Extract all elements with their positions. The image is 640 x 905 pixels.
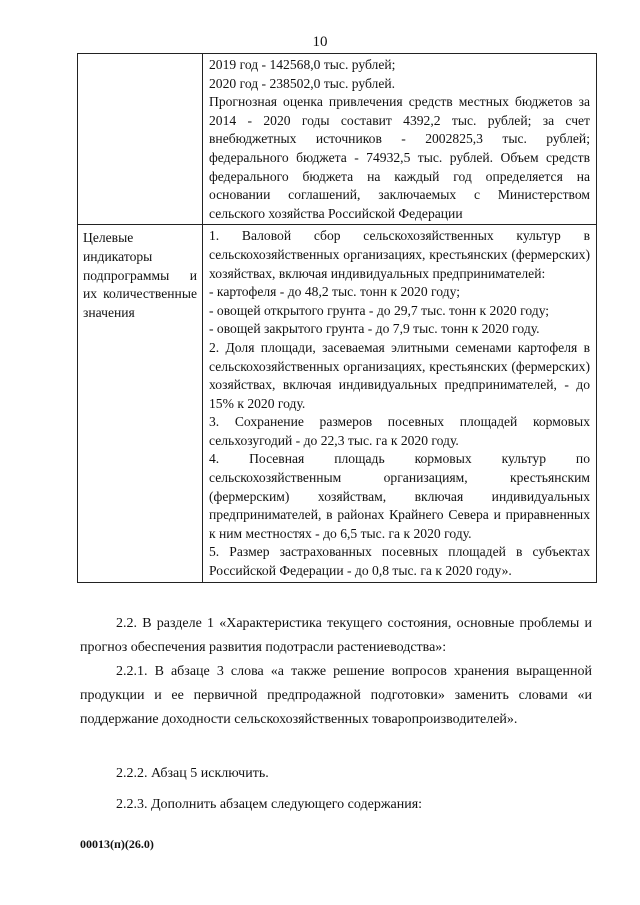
indicators-label: Целевые индикаторы подпрограммы и их количественные значения [83,230,197,320]
table-cell-empty-label [78,54,203,225]
funding-line: 2019 год - 142568,0 тыс. рублей; [209,57,396,72]
indicator-line: 5. Размер застрахованных посевных площадей в субъектах Российской Федерации - до 0,8 тыс. га к 2020 году». [209,544,590,579]
table-cell-funding-text [203,54,597,225]
indicator-line: - картофеля - до 48,2 тыс. тонн к 2020 году; [209,284,460,300]
table-row-funding [78,54,597,225]
table-cell-indicators-label [78,225,203,582]
document-code: 00013(п)(26.0) [80,837,154,851]
paragraph-2-2-2: 2.2.2. Абзац 5 исключить. [116,766,269,781]
indicator-line: - овощей открытого грунта - до 29,7 тыс. тонн к 2020 году; [209,302,550,318]
indicator-line: - овощей закрытого грунта - до 7,9 тыс. тонн к 2020 году. [209,321,540,337]
funding-line: Прогнозная оценка привлечения средств местных бюджетов за 2014 - 2020 годы составит 4392,2 тыс. рублей; за счет внебюджетных источников - 2002825,3 тыс. рублей; федерального бюджета - 74932,5 тыс. рублей. Объем средств федерального бюджета на каждый год определяется на основании соглашений, заключаемых с Министерством сельского хозяйства Российской Федерации [209,94,590,221]
funding-line: 2020 год - 238502,0 тыс. рублей. [209,75,396,91]
subprogram-passport-table [77,53,597,583]
paragraph-2-2-1: 2.2.1. В абзаце 3 слова «а также решение вопросов хранения выращенной продукции и ее первичной предпродажной подготовки» заменить словами «и поддержание доходности сельскохозяйственных товаропроизводителей». [80,664,592,727]
table-row-indicators [78,225,597,582]
indicator-line: 3. Сохранение размеров посевных площадей кормовых сельхозугодий - до 22,3 тыс. га к 2020 году. [209,414,590,448]
indicator-line: 2. Доля площади, засеваемая элитными семенами картофеля в сельскохозяйственных организациях, крестьянских (фермерских) хозяйствах, включая индивидуальных предпринимателей, - до 15% к 2020 году. [209,339,590,411]
table-cell-indicators-text [203,225,597,582]
indicator-line: 4. Посевная площадь кормовых культур по сельскохозяйственным организациям, крестьянским (фермерским) хозяйствам, включая индивидуальных предпринимателей, в районах Крайнего Севера и приравненных к ним местностях - до 6,5 тыс. га к 2020 году. [209,451,590,541]
indicator-line: 1. Валовой сбор сельскохозяйственных культур в сельскохозяйственных организациях, крестьянских (фермерских) хозяйствах, включая индивидуальных предпринимателей: [209,228,590,281]
paragraph-2-2-3: 2.2.3. Дополнить абзацем следующего содержания: [116,797,423,812]
paragraph-2-2: 2.2. В разделе 1 «Характеристика текущего состояния, основные проблемы и прогноз обеспечения развития подотрасли растениеводства»: [80,616,592,655]
page-number: 10 [312,34,328,50]
